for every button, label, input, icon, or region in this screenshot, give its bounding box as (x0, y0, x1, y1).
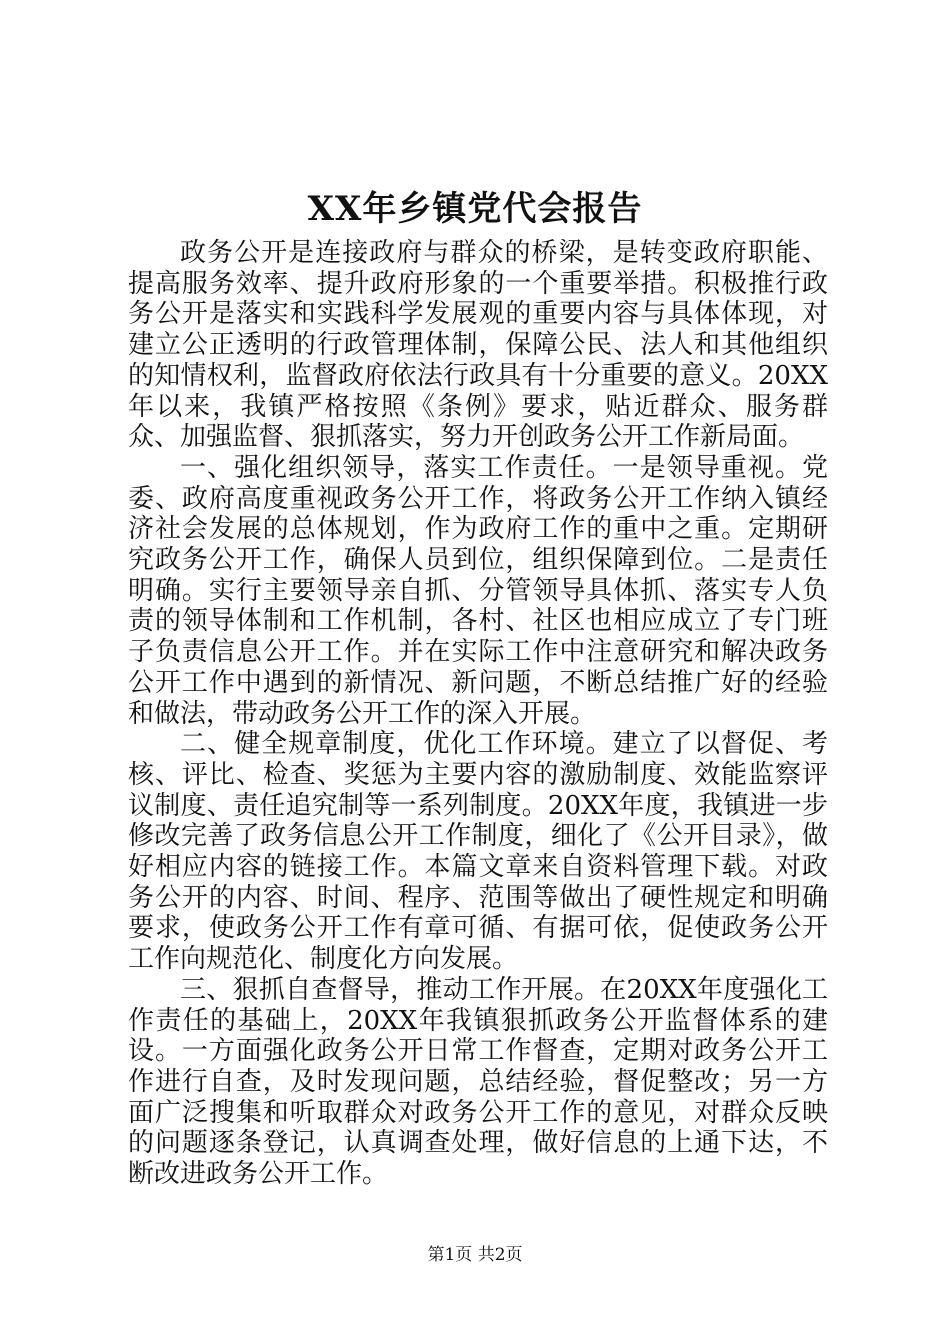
document-title: XX年乡镇党代会报告 (307, 189, 643, 229)
paragraph-intro: 政务公开是连接政府与群众的桥梁，是转变政府职能、提高服务效率、提升政府形象的一个重要举措。积极推行政务公开是落实和实践科学发展观的重要内容与具体体现，对建立公正透明的行政管理体制，保障公民、法人和其他组织的知情权利，监督政府依法行政具有十分重要的意义。20XX年以来，我镇严格按照《条例》要求，贴近群众、服务群众、加强监督、狠抓落实，努力开创政务公开工作新局面。 (128, 238, 828, 453)
document-body (128, 238, 828, 1190)
paragraph-section-2: 二、健全规章制度，优化工作环境。建立了以督促、考核、评比、检查、奖惩为主要内容的激励制度、效能监察评议制度、责任追究制等一系列制度。20XX年度，我镇进一步修改完善了政务信息公开工作制度，细化了《公开目录》，做好相应内容的链接工作。本篇文章来自资料管理下载。对政务公开的内容、时间、程序、范围等做出了硬性规定和明确要求，使政务公开工作有章可循、有据可依，促使政务公开工作向规范化、制度化方向发展。 (128, 729, 828, 975)
paragraph-section-1: 一、强化组织领导，落实工作责任。一是领导重视。党委、政府高度重视政务公开工作，将政务公开工作纳入镇经济社会发展的总体规划，作为政府工作的重中之重。定期研究政务公开工作，确保人员到位，组织保障到位。二是责任明确。实行主要领导亲自抓、分管领导具体抓、落实专人负责的领导体制和工作机制，各村、社区也相应成立了专门班子负责信息公开工作。并在实际工作中注意研究和解决政务公开工作中遇到的新情况、新问题，不断总结推广好的经验和做法，带动政务公开工作的深入开展。 (128, 452, 828, 729)
paragraph-section-3: 三、狠抓自查督导，推动工作开展。在20XX年度强化工作责任的基础上，20XX年我镇狠抓政务公开监督体系的建设。一方面强化政务公开日常工作督查，定期对政务公开工作进行自查，及时发现问题，总结经验，督促整改；另一方面广泛搜集和听取群众对政务公开工作的意见，对群众反映的问题逐条登记，认真调查处理，做好信息的上通下达，不断改进政务公开工作。 (128, 974, 828, 1190)
page-number-footer: 第1页 共2页 (427, 1245, 523, 1265)
